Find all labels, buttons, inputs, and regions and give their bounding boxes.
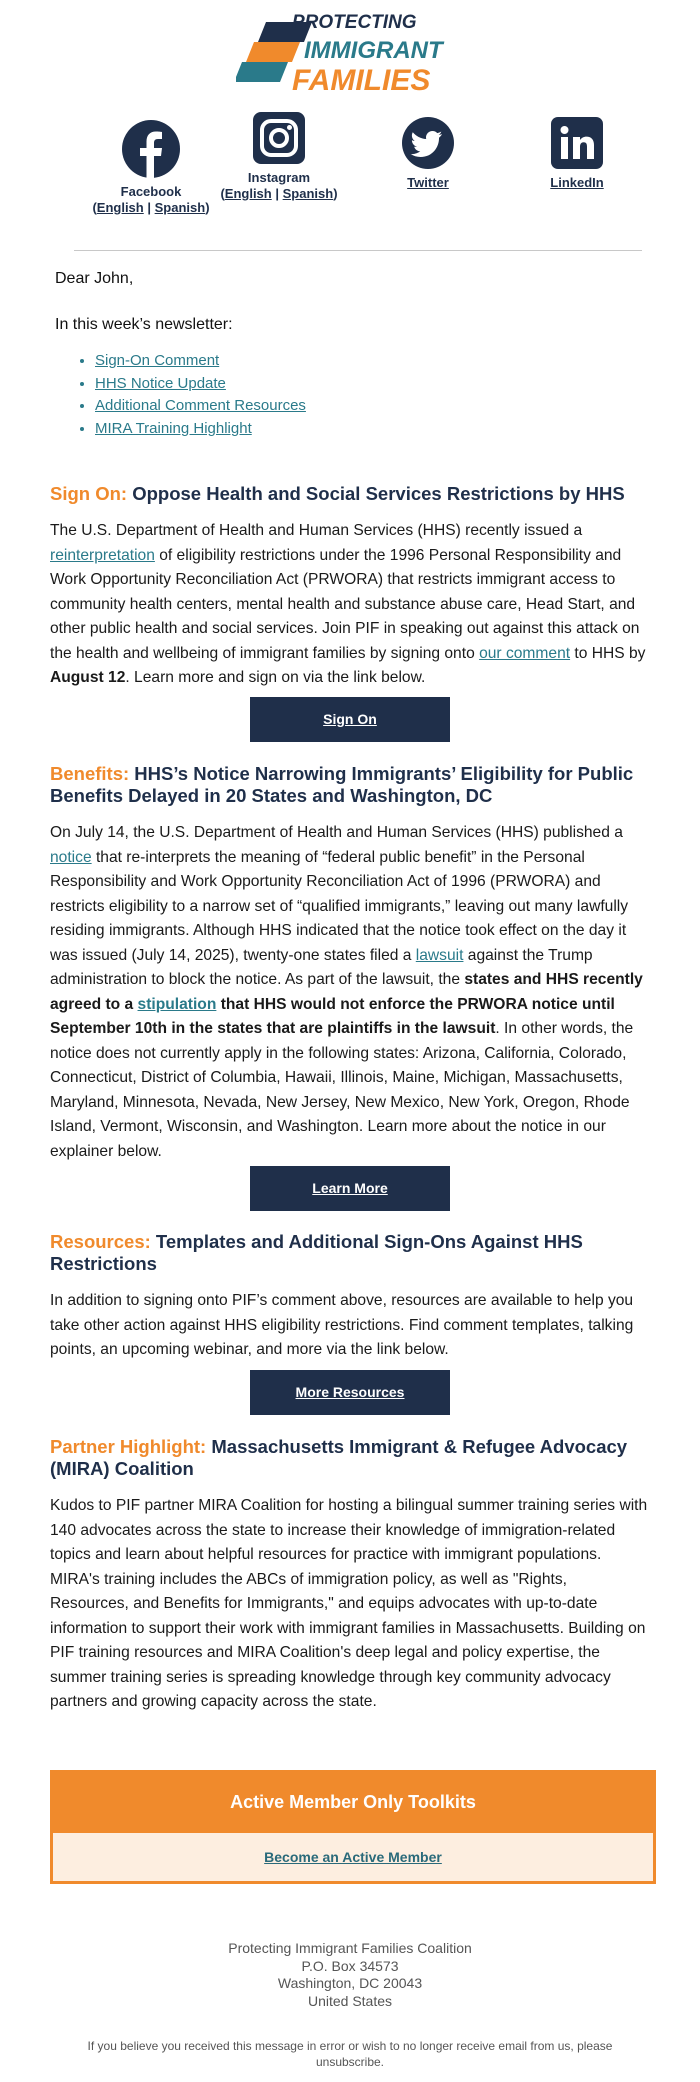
section-title: HHS’s Notice Narrowing Immigrants’ Eligibility for Public Benefits Delayed in 20 States and Washington, DC [50, 763, 634, 806]
linkedin-label-block [502, 175, 652, 191]
toc-link-hhs-notice[interactable]: HHS Notice Update [95, 374, 226, 392]
unsubscribe-notice[interactable]: If you believe you received this message in error or wish to no longer receive email from us, please unsubscribe. [87, 2039, 613, 2069]
facebook-label: Facebook [120, 184, 182, 199]
member-toolkits-box [50, 1770, 656, 1884]
member-box-body [53, 1833, 653, 1881]
body-text: On July 14, the U.S. Department of Health and Human Services (HHS) published a [50, 824, 623, 841]
toc-link-mira[interactable]: MIRA Training Highlight [95, 419, 252, 437]
sign-on-button[interactable]: Sign On [250, 697, 450, 742]
section-body [50, 821, 650, 1164]
section-heading [50, 1231, 650, 1275]
section-keyword: Partner Highlight: [50, 1436, 207, 1457]
logo-line1: PROTECTING [292, 12, 417, 33]
section-title: Templates and Additional Sign-Ons Against HHS Restrictions [50, 1231, 583, 1274]
section-benefits [50, 763, 650, 1164]
instagram-english-link[interactable]: English [224, 186, 272, 201]
section-title: Oppose Health and Social Services Restrictions by HHS [132, 483, 625, 504]
more-resources-button[interactable]: More Resources [250, 1370, 450, 1415]
linkedin-link[interactable]: LinkedIn [550, 175, 604, 190]
body-text: that re-interprets the meaning of “federal public benefit” in the Personal Responsibility and Work Opportunity Reconciliation Act of 1996 (PRWORA) and restricts eligibility to a narrow set of “qualified immigrants,” leaving out many lawfully residing immigrants. Although HHS indicated that the notice took effect on the day it was issued (July 14, 2025), twenty-one states filed a [50, 848, 629, 964]
table-of-contents [70, 350, 306, 440]
our-comment-link[interactable]: our comment [479, 644, 571, 662]
toc-link-resources[interactable]: Additional Comment Resources [95, 397, 306, 414]
pif-logo [236, 8, 466, 104]
reinterpretation-link[interactable]: reinterpretation [50, 546, 155, 564]
section-body [50, 519, 650, 691]
body-text: to HHS by [570, 644, 646, 662]
logo-mark [236, 8, 466, 104]
logo-line3: FAMILIES [292, 64, 431, 97]
social-linkedin [502, 117, 652, 191]
instagram-icon[interactable] [253, 112, 305, 164]
instagram-label-block: Instagram (English | Spanish) [204, 170, 354, 202]
toc-item [95, 350, 306, 373]
section-sign-on [50, 483, 650, 691]
become-member-link[interactable]: Become an Active Member [264, 1849, 442, 1865]
section-body: Kudos to PIF partner MIRA Coalition for hosting a bilingual summer training series with 140 advocates across the state to increase their knowledge of immigration-related topics and learn about helpful resources for practice with immigrant populations. MIRA's training includes the ABCs of immigration policy, as well as "Rights, Resources, and Benefits for Immigrants," and equips advocates with up-to-date information to support their work with immigrant families in Massachusetts. Building on PIF training resources and MIRA Coalition's deep legal and policy expertise, the summer training series is spreading knowledge through key community advocacy partners and growing capacity across the state. [50, 1497, 648, 1710]
notice-link[interactable]: notice [50, 848, 92, 866]
twitter-icon[interactable] [402, 117, 454, 169]
section-heading [50, 1436, 650, 1480]
section-keyword: Resources: [50, 1231, 151, 1252]
footer-country: United States [307, 1992, 393, 2009]
section-keyword: Benefits: [50, 763, 130, 784]
body-text: against the Trump administration to block the notice. As part of the lawsuit, the [50, 946, 593, 988]
body-text: . Learn more and sign on via the link below. [125, 669, 426, 686]
member-box-title: Active Member Only Toolkits [53, 1773, 653, 1833]
bold-text: that HHS would not enforce the PRWORA notice until September 10th in the states that are plaintiffs in the lawsuit [50, 995, 615, 1037]
social-instagram [204, 112, 354, 202]
twitter-label-block [353, 175, 503, 191]
lawsuit-link[interactable]: lawsuit [415, 946, 464, 964]
divider [74, 250, 642, 251]
section-resources [50, 1231, 650, 1363]
facebook-label-block: Facebook (English | Spanish) [76, 184, 226, 216]
toc-link-sign-on[interactable]: Sign-On Comment [95, 352, 220, 369]
instagram-separator: | [275, 186, 279, 201]
footer-city: Washington, DC 20043 [277, 1975, 423, 1991]
toc-item [95, 395, 306, 418]
section-heading [50, 763, 650, 807]
toc-item [95, 373, 306, 396]
facebook-separator: | [147, 200, 151, 215]
greeting: Dear John, [55, 270, 134, 287]
facebook-english-link[interactable]: English [96, 200, 144, 215]
section-keyword: Sign On: [50, 483, 128, 504]
footer-org: Protecting Immigrant Families Coalition [228, 1940, 472, 1956]
section-body: In addition to signing onto PIF’s comment above, resources are available to help you take other action against HHS eligibility restrictions. Find comment templates, talking points, an upcoming webinar, and more via the link below. [50, 1292, 634, 1358]
twitter-link[interactable]: Twitter [407, 175, 449, 190]
body-text: of eligibility restrictions under the 1996 Personal Responsibility and Work Opportunity Reconciliation Act (PRWORA) that restricts immigrant access to community health centers, mental health and substance abuse care, Head Start, and other public health and social services. Join PIF in speaking out against this attack on the health and wellbeing of immigrant families by signing onto [50, 546, 640, 662]
body-text: . In other words, the notice does not currently apply in the following states: Arizona, California, Colorado, Connecticut, District of Columbia, Hawaii, Illinois, Maine, Michigan, Massachusetts, Maryland, Minnesota, Nevada, New Jersey, New Mexico, New York, Oregon, Rhode Island, Vermont, Wisconsin, and Washington. Learn more about the notice in our explainer below. [50, 1020, 634, 1160]
body-text: The U.S. Department of Health and Human Services (HHS) recently issued a [50, 522, 583, 539]
newsletter-intro: In this week’s newsletter: [55, 316, 233, 333]
social-twitter [353, 117, 503, 191]
logo-line2: IMMIGRANT [304, 37, 443, 64]
deadline-date: August 12 [50, 669, 126, 686]
toc-item [95, 418, 306, 441]
footer-po-box: P.O. Box 34573 [301, 1957, 399, 1974]
section-partner-highlight [50, 1436, 650, 1715]
instagram-label: Instagram [247, 170, 311, 185]
facebook-icon[interactable] [122, 120, 180, 178]
section-title: Massachusetts Immigrant & Refugee Advocacy (MIRA) Coalition [50, 1436, 628, 1479]
footer-address [0, 1940, 700, 2010]
social-links [40, 120, 660, 230]
learn-more-button[interactable]: Learn More [250, 1166, 450, 1211]
linkedin-icon[interactable] [551, 117, 603, 169]
section-heading [50, 483, 650, 505]
instagram-spanish-link[interactable]: Spanish [282, 186, 334, 201]
facebook-spanish-link[interactable]: Spanish [154, 200, 206, 215]
stipulation-link[interactable]: stipulation [137, 995, 217, 1013]
bold-text: states and HHS recently agreed to a [50, 971, 643, 1013]
